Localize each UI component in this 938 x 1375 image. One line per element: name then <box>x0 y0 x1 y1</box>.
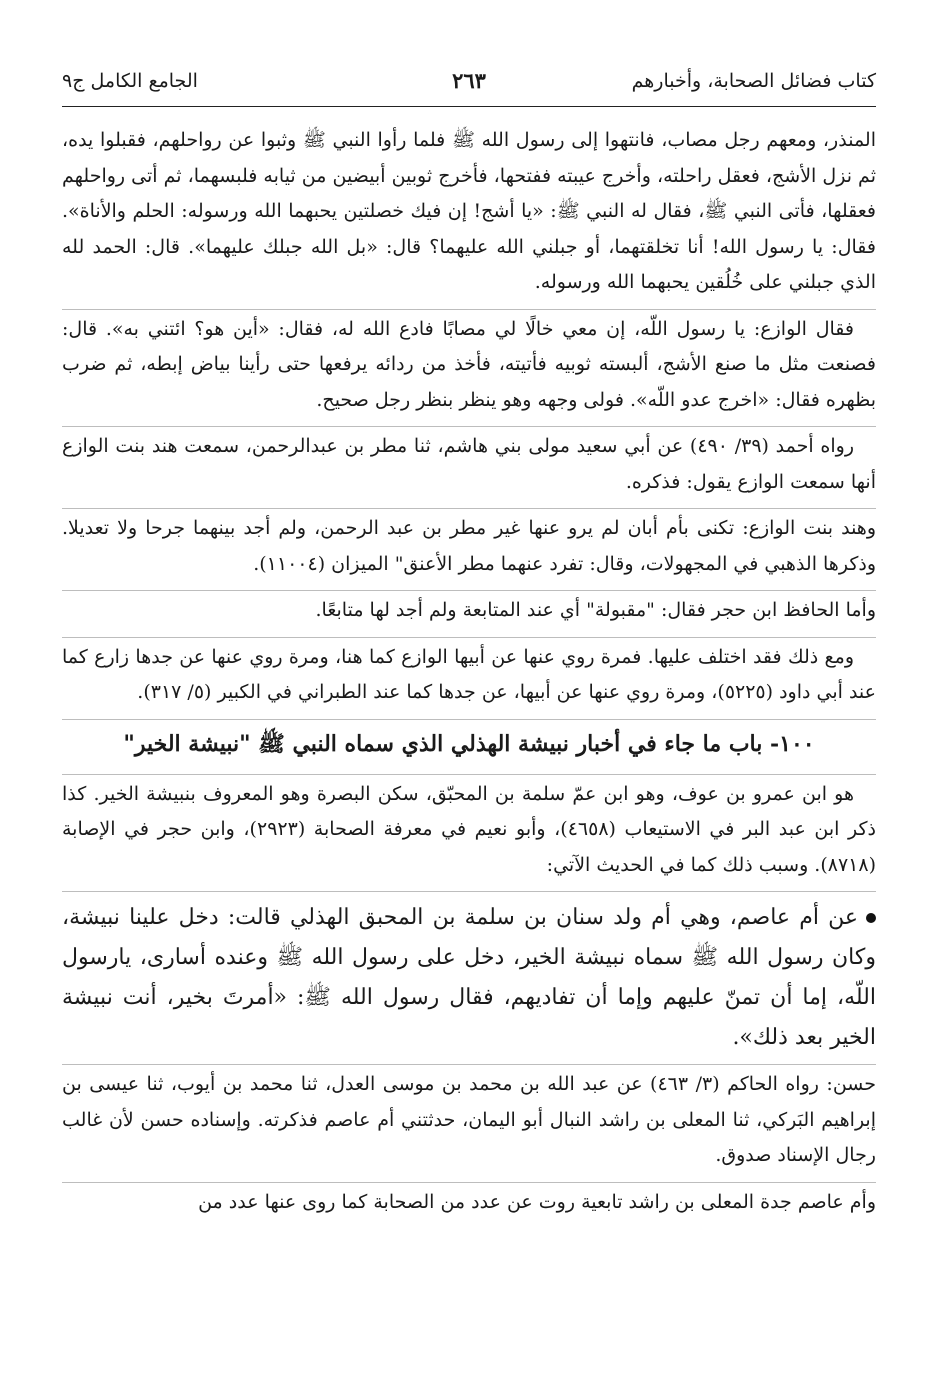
commentary-paragraph: وأم عاصم جدة المعلى بن راشد تابعية روت عن عدد من الصحابة كما روى عنها عدد من <box>198 1190 876 1213</box>
chapter-heading: ١٠٠- باب ما جاء في أخبار نبيشة الهذلي الذي سماه النبي ﷺ "نبيشة الخير" <box>62 720 876 775</box>
page-number: ٢٦٣ <box>452 68 486 93</box>
paragraph: رواه أحمد (٣٩/ ٤٩٠) عن أبي سعيد مولى بني هاشم، ثنا مطر بن عبدالرحمن، سمعت هند بنت الوازع أنها سمعت الوازع يقول: فذكره. <box>62 427 876 509</box>
paragraph: وهند بنت الوازع: تكنى بأم أبان لم يرو عنها غير مطر بن عبد الرحمن، ولم أجد بينهما جرحا ولا تعديلا. وذكرها الذهبي في المجهولات، وقال: تفرد عنهما مطر الأعنق" الميزان (١١٠٠٤). <box>62 509 876 591</box>
commentary-paragraph: حسن: رواه الحاكم (٣/ ٤٦٣) عن عبد الله بن محمد بن موسى العدل، ثنا محمد بن أيوب، ثنا عيسى بن إبراهيم البَركي، ثنا المعلى بن راشد النبال أبو اليمان، حدثتني أم عاصم فذكرته. وإسناده حسن لأن غالب رجال الإسناد صدوق. <box>62 1065 876 1183</box>
page-body <box>62 107 876 1228</box>
book-title: كتاب فضائل الصحابة، وأخبارهم <box>631 70 876 92</box>
collection-title: الجامع الكامل ج٩ <box>62 70 198 92</box>
chapter-intro: هو ابن عمرو بن عوف، وهو ابن عمّ سلمة بن المحبّق، سكن البصرة وهو المعروف بنبيشة الخير. كذا ذكر ابن عبد البر في الاستيعاب (٤٦٥٨)، وأبو نعيم في معرفة الصحابة (٢٩٢٣)، وابن حجر في الإصابة (٨٧١٨). وسبب ذلك كما في الحديث الآتي: <box>62 775 876 893</box>
paragraph: ومع ذلك فقد اختلف عليها. فمرة روي عنها عن أبيها الوازع كما هنا، ومرة روي عنها عن جدها زارع كما عند أبي داود (٥٢٢٥)، ومرة روي عنها عن أبيها، عن جدها كما عند الطبراني في الكبير (٥/ ٣١٧). <box>62 638 876 720</box>
paragraph: فقال الوازع: يا رسول اللّه، إن معي خالًا لي مصابًا فادع الله له، فقال: «أين هو؟ ائتني به». قال: فصنعت مثل ما صنع الأشج، ألبسته ثوبيه فأتيته، فأخذ من ردائه يرفعها حتى رأينا بياض إبطه، ثم ضرب بظهره فقال: «اخرج عدو اللّه». فولى وجهه وهو ينظر بنظر رجل صحيح. <box>62 310 876 428</box>
hadith-body: عن أم عاصم، وهي أم ولد سنان بن سلمة بن المحبق الهذلي قالت: دخل علينا نبيشة، وكان رسول الله ﷺ سماه نبيشة الخير، دخل على رسول الله ﷺ وعنده أسارى، يارسول اللّه، إما أن تمنّ عليهم وإما أن تفاديهم، فقال رسول الله ﷺ: «أمرتَ بخير، أنت نبيشة الخير بعد ذلك». <box>62 905 876 1050</box>
bullet-icon <box>866 913 876 923</box>
paragraph: وأما الحافظ ابن حجر فقال: "مقبولة" أي عند المتابعة ولم أجد لها متابعًا. <box>62 591 876 638</box>
hadith-text <box>62 892 876 1065</box>
paragraph: المنذر، ومعهم رجل مصاب، فانتهوا إلى رسول الله ﷺ فلما رأوا النبي ﷺ وثبوا عن رواحلهم، فقبلوا يده، ثم نزل الأشج، فعقل راحلته، وأخرج عيبته ففتحها، فأخرج ثوبين أبيضين من ثيابه فلبسهما، ثم أتى رواحلهم فعقلها، فأتى النبي ﷺ، فقال له النبي ﷺ: «يا أشج! إن فيك خصلتين يحبهما الله ورسوله: الحلم والأناة». فقال: يا رسول الله! أنا تخلقتهما، أو جبلني الله عليهما؟ قال: «بل الله جبلك عليهما». قال: الحمد لله الذي جبلني على خُلُقين يحبهما الله ورسوله. <box>62 121 876 310</box>
page-header <box>62 62 876 107</box>
